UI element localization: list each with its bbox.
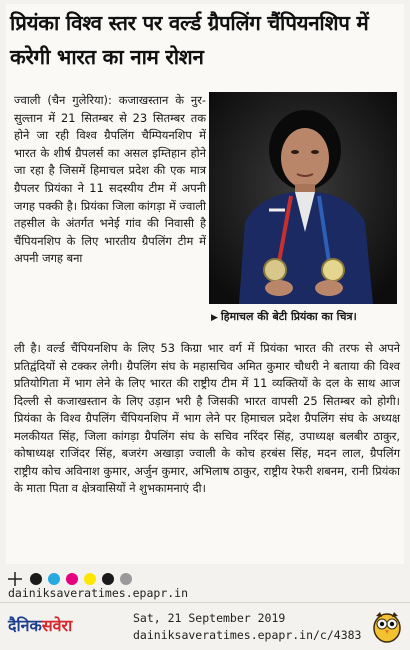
photo-caption [211, 309, 401, 326]
registration-marks [8, 571, 148, 585]
article-body-bottom: ली है। वर्ल्ड चैंपियनशिप के लिए 53 किग्रा भार वर्ग में प्रियंका भारत की तरफ से अपने प्रतिद्वंदियों से टक्कर लेगी। ग्रैपलिंग संघ के महासचिव अमित कुमार चौधरी ने बताया की विश्व प्रतियोगिता में भाग लेने के लिए भारत की राष्ट्रीय टीम में 11 व्यक्तियों के दल के साथ आज दिल्ली से कजाखस्तान के लिए उड़ान भरी है जिसकी भारत वापसी 25 सितम्बर को होगी। प्रियंका के विश्व ग्रैपलिंग चैंपियनशिप में भाग लेने पर हिमाचल प्रदेश ग्रैपलिंग संघ के अध्यक्ष मलकीयत सिंह, जिला कांगड़ा ग्रैपलिंग संघ के सचिव नरिंदर सिंह, उपाध्यक्ष बलबीर ठाकुर, कोषाध्यक्ष राजिंदर सिंह, बजरंग अखाड़ा ज्वाली के कोच हरबंस सिंह, मदन लाल, ग्रैपलिंग राष्ट्रीय कोच अविनाश कुमार, अर्जुन कुमार, अभिलाष ठाकुर, राष्ट्रीय रेफरी शबनम, रानी प्रियंका के माता पिता व क्षेत्रवासियों ने शुभकामनाएं दी। [14, 341, 400, 495]
news-clipping [6, 4, 404, 564]
logo-part-1: दैनिक [8, 616, 42, 635]
registration-dot [120, 573, 132, 585]
clip-url[interactable]: dainiksaveratimes.epapr.in/c/4383 [133, 628, 362, 642]
site-name-small: dainiksaveratimes.epapr.in [8, 586, 189, 600]
registration-dot [84, 573, 96, 585]
newspaper-logo[interactable] [8, 611, 72, 641]
owl-icon [372, 608, 402, 644]
article-body-top: ज्वाली (चैन गुलेरिया): कजाखस्तान के नुर-सुल्तान में 21 सितम्बर से 23 सितम्बर तक होने जा रही विश्व ग्रैपलिंग चैम्पियनशिप में भारत के शीर्ष ग्रैपलर्स का असल इम्तिहान होने जा रहा है जिसमें हिमाचल प्रदेश की एक मात्र ग्रैपलर प्रियंका ने 11 सदस्यीय टीम में अपनी जगह पक्की है। प्रियंका जिला कांगड़ा में ज्वाली तहसील के अंतर्गत भनेई गांव की निवासी है चैंपियनशिप के लिए भारतीय ग्रैपलिंग टीम में अपनी जगह बना [14, 93, 206, 266]
article-headline: प्रियंका विश्व स्तर पर वर्ल्ड ग्रैपलिंग चैंपियनशिप में करेगी भारत का नाम रोशन [10, 11, 369, 69]
article-photo [209, 92, 397, 304]
registration-dot [30, 573, 42, 585]
caption-arrow-icon: ▶ [211, 313, 218, 323]
publish-date: Sat, 21 September 2019 [133, 611, 286, 625]
registration-dot [102, 573, 114, 585]
footer-divider [0, 602, 410, 603]
crosshair-icon [8, 572, 22, 586]
logo-part-2: सवेरा [41, 616, 73, 635]
registration-dot [66, 573, 78, 585]
registration-dot [48, 573, 60, 585]
photo-caption-text: हिमाचल की बेटी प्रियंका का चित्र। [220, 310, 357, 323]
